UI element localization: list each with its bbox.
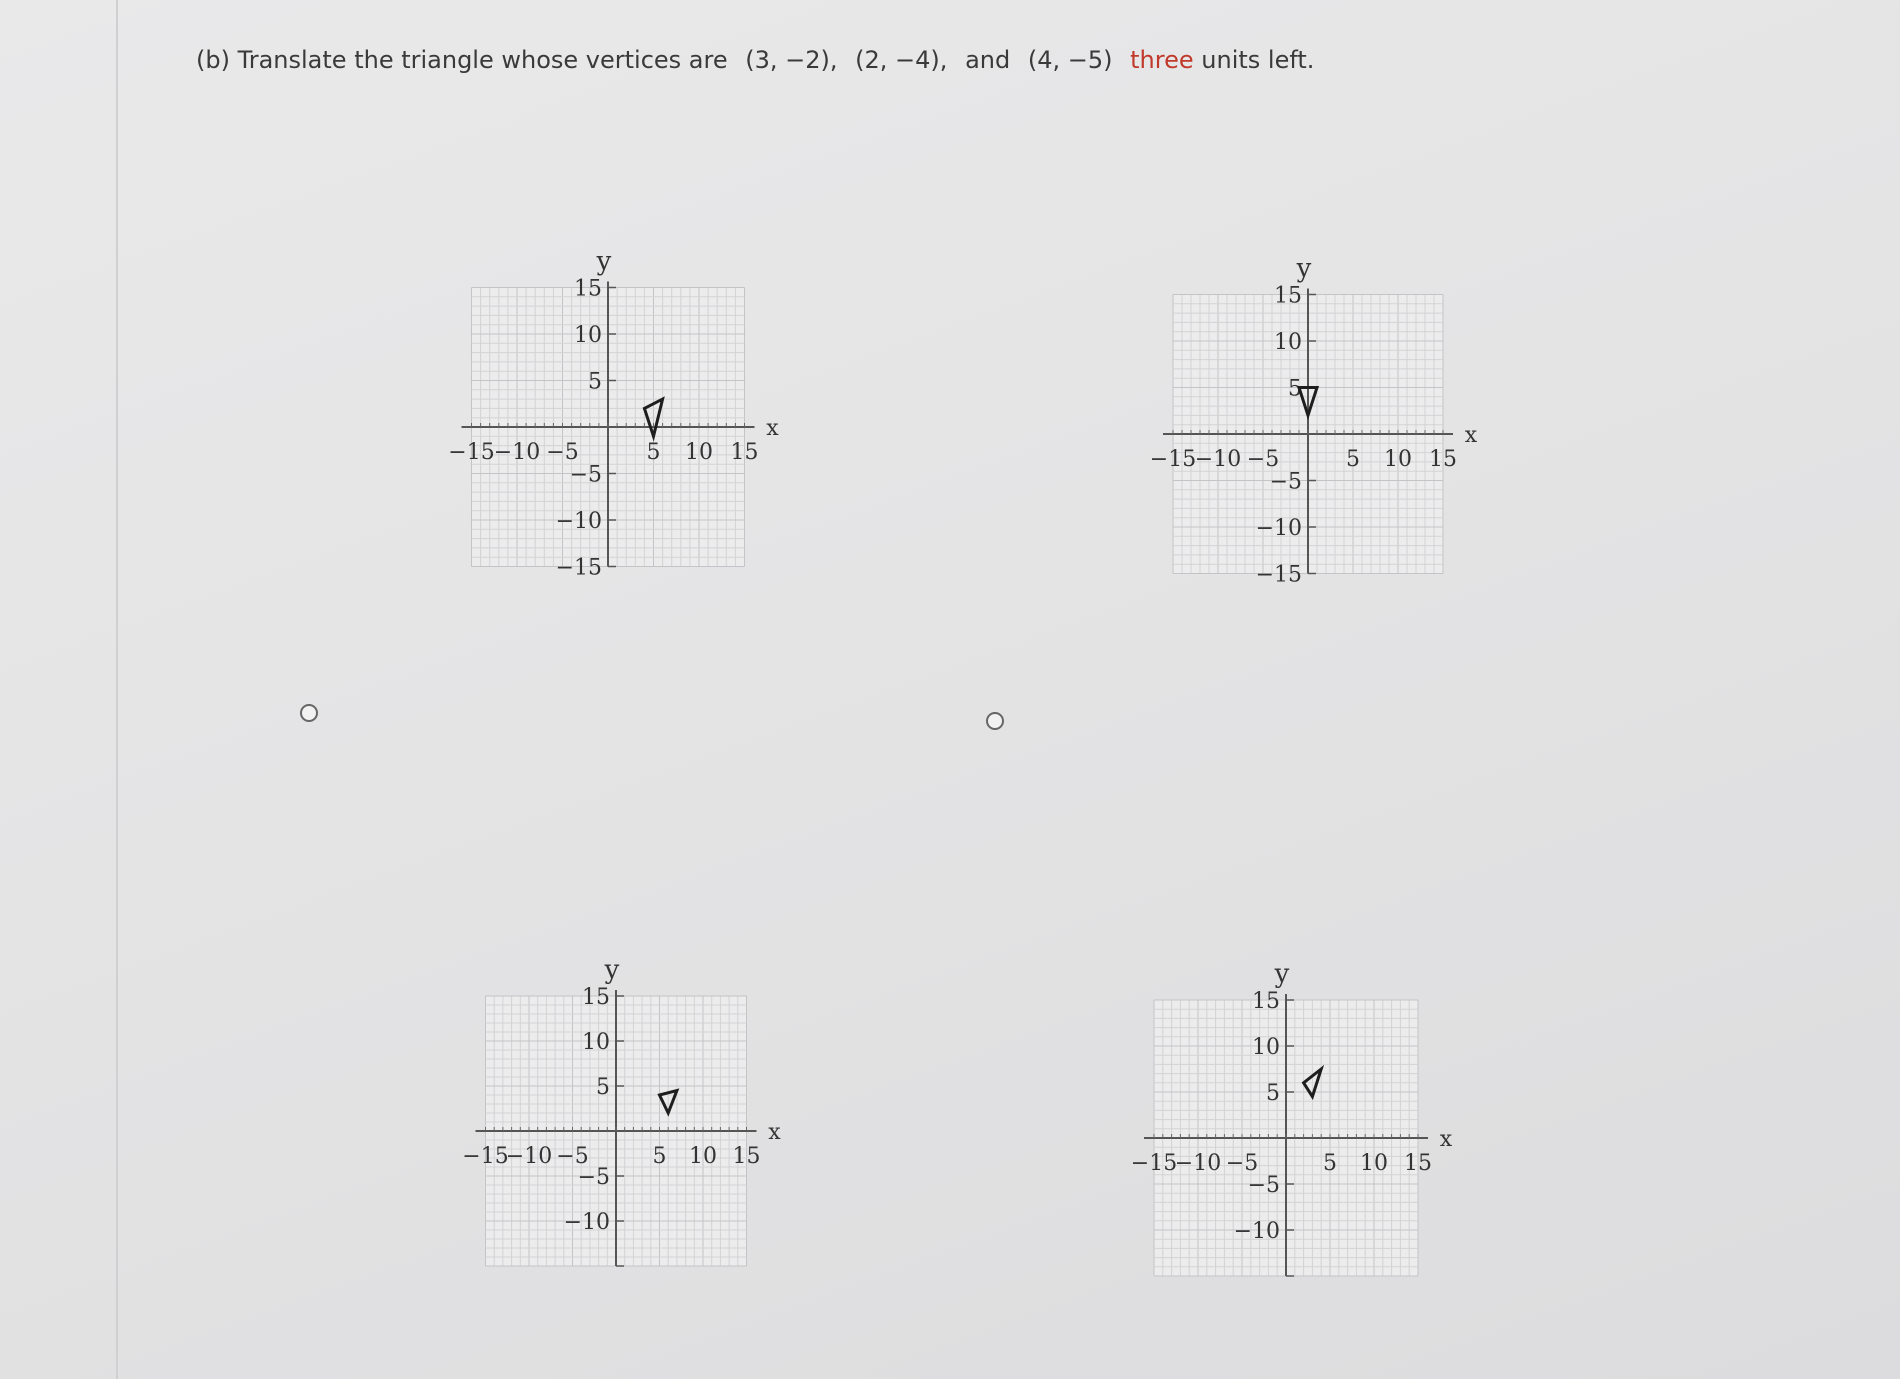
x-tick-label: −10	[1174, 1151, 1222, 1176]
y-tick-label: 5	[588, 369, 602, 395]
y-axis-label: y	[1274, 959, 1290, 989]
and-word: and	[965, 46, 1011, 74]
y-tick-label: 5	[1288, 376, 1302, 402]
x-tick-label: −5	[1246, 447, 1280, 472]
x-tick-label: −10	[493, 440, 541, 465]
x-tick-label: −10	[1194, 447, 1242, 472]
x-axis-label: x	[1439, 1127, 1453, 1152]
x-tick-label: 15	[730, 440, 759, 465]
y-tick-label: 15	[1274, 283, 1302, 309]
vertex-2: (2, −4),	[855, 46, 948, 74]
y-tick-label: −5	[577, 1165, 610, 1190]
x-tick-label: −15	[462, 1144, 509, 1169]
x-tick-label: 10	[685, 440, 713, 465]
x-tick-label: −5	[546, 440, 579, 465]
x-axis-label: x	[768, 1120, 781, 1145]
y-tick-label: 15	[1252, 989, 1280, 1014]
y-tick-label: 10	[1252, 1035, 1280, 1060]
x-tick-label: 15	[1429, 447, 1457, 472]
y-tick-label: −15	[555, 555, 602, 581]
x-axis-label: x	[766, 416, 779, 441]
vertex-3: (4, −5)	[1027, 46, 1113, 74]
y-tick-label: 15	[574, 276, 602, 302]
y-axis-label: y	[604, 955, 620, 985]
y-tick-label: 5	[1266, 1081, 1280, 1106]
y-tick-label: 5	[596, 1075, 610, 1100]
x-tick-label: 5	[1346, 447, 1360, 472]
x-tick-label: 10	[1360, 1151, 1388, 1176]
y-tick-label: −5	[569, 462, 602, 488]
y-tick-label: −10	[563, 1210, 610, 1235]
x-tick-label: 5	[646, 440, 661, 465]
x-axis-label: x	[1464, 423, 1478, 448]
x-tick-label: −10	[505, 1144, 553, 1169]
x-tick-label: −5	[556, 1144, 589, 1169]
x-tick-label: −5	[1225, 1151, 1259, 1176]
y-tick-label: 10	[582, 1030, 610, 1055]
x-tick-label: 15	[732, 1144, 761, 1169]
highlight-word: three	[1130, 46, 1194, 74]
y-tick-label: −5	[1247, 1173, 1280, 1198]
x-tick-label: 10	[1384, 447, 1412, 472]
x-tick-label: 5	[652, 1144, 667, 1169]
y-tick-label: 15	[582, 985, 610, 1010]
y-axis-label: y	[596, 246, 612, 277]
x-tick-label: −15	[1149, 447, 1197, 472]
y-tick-label: −15	[1255, 562, 1302, 588]
y-tick-label: 10	[1274, 330, 1302, 355]
x-tick-label: −15	[1130, 1151, 1178, 1176]
y-tick-label: −10	[1233, 1219, 1280, 1244]
question-suffix: units left.	[1201, 46, 1315, 74]
y-tick-label: 10	[574, 323, 602, 348]
x-tick-label: 10	[689, 1144, 717, 1169]
y-axis-label: y	[1296, 253, 1312, 284]
y-tick-label: −10	[1255, 516, 1302, 541]
x-tick-label: 5	[1323, 1151, 1337, 1176]
question-prefix: (b) Translate the triangle whose vertices are	[196, 46, 728, 74]
x-tick-label: 15	[1404, 1151, 1432, 1176]
vertex-1: (3, −2),	[745, 46, 838, 74]
x-tick-label: −15	[448, 440, 495, 465]
y-tick-label: −5	[1269, 469, 1302, 495]
y-tick-label: −10	[555, 509, 602, 534]
